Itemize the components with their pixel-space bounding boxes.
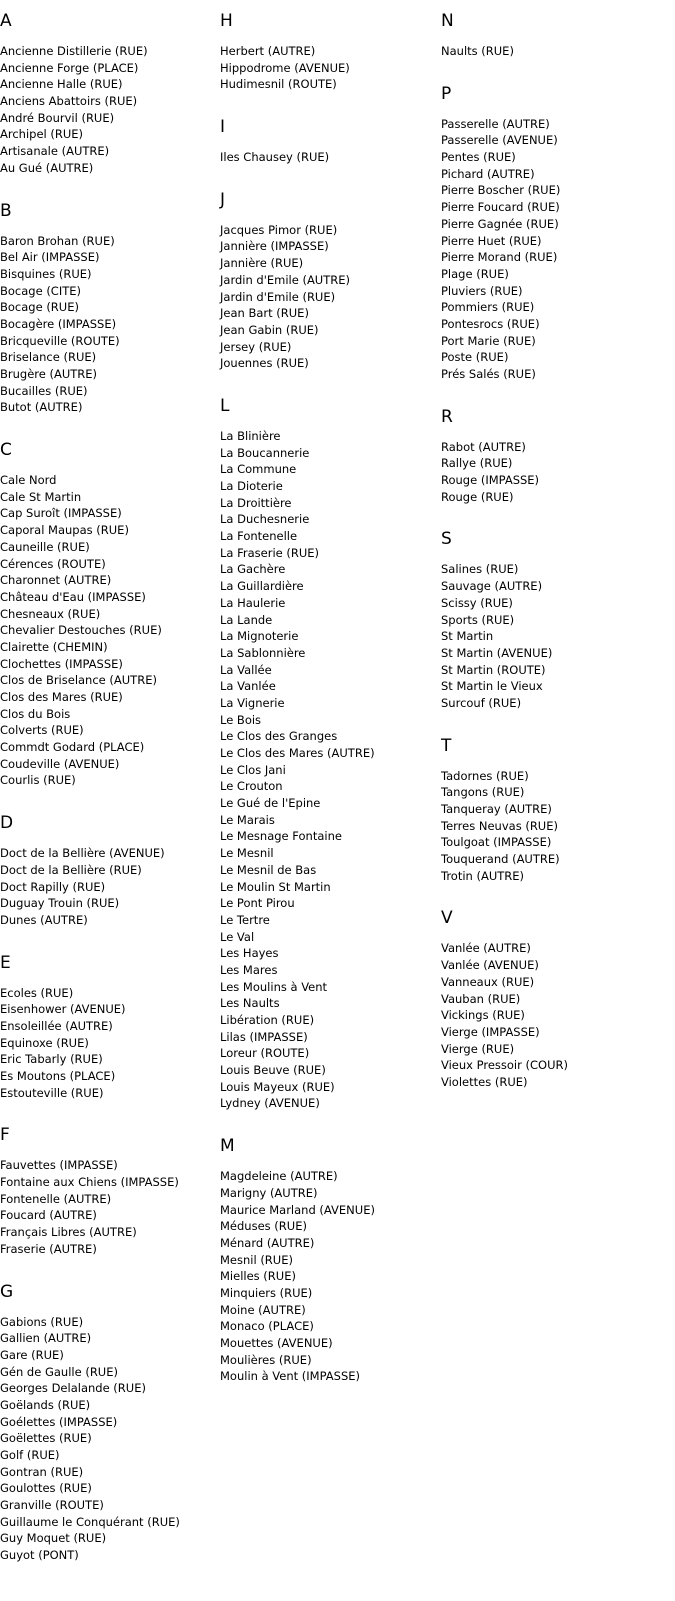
street-link[interactable]: Bricqueville (ROUTE) (0, 333, 120, 348)
street-link[interactable]: Passerelle (AVENUE) (441, 133, 558, 148)
street-link[interactable]: La Dioterie (220, 479, 283, 493)
street-link[interactable]: Rouge (IMPASSE) (441, 473, 540, 488)
street-link[interactable]: Jersey (RUE) (220, 339, 292, 354)
street-link[interactable]: Violettes (RUE) (441, 1074, 528, 1089)
street-link[interactable]: Moulin à Vent (IMPASSE) (220, 1369, 361, 1384)
street-link[interactable]: Bucailles (RUE) (0, 383, 88, 398)
street-link[interactable]: Clairette (CHEMIN) (0, 639, 108, 654)
street-link[interactable]: Lydney (AVENUE) (220, 1096, 320, 1111)
street-link[interactable]: Es Moutons (PLACE) (0, 1069, 116, 1083)
street-link[interactable]: Guyot (PONT) (0, 1548, 79, 1563)
street-link[interactable]: Fraserie (AUTRE) (0, 1241, 97, 1256)
street-link[interactable]: La Vallée (220, 662, 272, 677)
street-link[interactable]: St Martin (441, 629, 494, 644)
street-link[interactable]: Pierre Boscher (RUE) (441, 183, 561, 198)
street-link[interactable]: Goélettes (IMPASSE) (0, 1414, 118, 1429)
letter-section-r (441, 406, 675, 506)
street-link[interactable]: Le Clos des Granges (220, 729, 338, 744)
street-link[interactable]: Le Clos Jani (220, 762, 286, 777)
letter-section-i (220, 116, 440, 166)
street-link[interactable]: Goëlands (RUE) (0, 1397, 91, 1412)
street-column-3 (441, 10, 675, 1114)
letter-section-g (0, 1281, 220, 1564)
letter-section-h (220, 10, 440, 93)
street-link[interactable]: Le Marais (220, 812, 275, 827)
street-link[interactable]: Archipel (RUE) (0, 127, 84, 142)
street-link[interactable]: Le Bois (220, 712, 262, 727)
street-link[interactable]: Eric Tabarly (RUE) (0, 1052, 103, 1067)
street-link[interactable]: Foucard (AUTRE) (0, 1208, 97, 1223)
street-link[interactable]: Le Gué de l'Epine (220, 796, 321, 811)
street-link[interactable]: Ménard (AUTRE) (220, 1235, 315, 1250)
street-link[interactable]: Equinoxe (RUE) (0, 1035, 89, 1050)
street-link[interactable]: Goëlettes (RUE) (0, 1431, 92, 1446)
street-link[interactable]: Moulières (RUE) (220, 1352, 312, 1367)
street-link[interactable]: Les Mares (220, 962, 278, 977)
street-link[interactable]: St Martin le Vieux (441, 679, 543, 694)
street-link[interactable]: Gén de Gaulle (RUE) (0, 1364, 118, 1379)
street-link[interactable]: La Vignerie (220, 695, 285, 710)
street-link[interactable]: Guillaume le Conquérant (RUE) (0, 1514, 180, 1529)
street-link[interactable]: Louis Beuve (RUE) (220, 1063, 326, 1078)
street-link[interactable]: Vanneaux (RUE) (441, 974, 535, 989)
street-link[interactable]: Herbert (AUTRE) (220, 44, 316, 58)
street-link[interactable]: La Duchesnerie (220, 512, 310, 527)
street-link[interactable]: Butot (AUTRE) (0, 400, 83, 415)
street-link[interactable]: Louis Mayeux (RUE) (220, 1079, 335, 1094)
street-link[interactable]: Rouge (RUE) (441, 489, 514, 504)
street-link[interactable]: La Fraserie (RUE) (220, 545, 320, 560)
street-link[interactable]: Courlis (RUE) (0, 773, 76, 788)
street-link[interactable]: Le Clos des Mares (AUTRE) (220, 746, 375, 760)
street-link[interactable]: Naults (RUE) (441, 44, 514, 58)
street-link[interactable]: Moine (AUTRE) (220, 1302, 306, 1317)
street-link[interactable]: Jouennes (RUE) (220, 356, 309, 371)
street-link[interactable]: Minquiers (RUE) (220, 1285, 313, 1300)
street-link[interactable]: La Gachère (220, 562, 286, 577)
street-link[interactable]: Le Val (220, 929, 255, 944)
street-link[interactable]: Vickings (RUE) (441, 1008, 525, 1023)
street-link[interactable]: Les Naults (220, 996, 280, 1011)
street-link[interactable]: Toulgoat (IMPASSE) (441, 835, 552, 850)
street-link[interactable]: Mielles (RUE) (220, 1269, 296, 1284)
street-link[interactable]: Anciens Abattoirs (RUE) (0, 94, 138, 109)
letter-heading: G (0, 1281, 14, 1302)
street-link[interactable]: La Guillardière (220, 579, 304, 594)
street-link[interactable]: Guy Moquet (RUE) (0, 1531, 107, 1546)
street-link[interactable]: La Droittière (220, 495, 292, 510)
street-link[interactable]: Port Marie (RUE) (441, 333, 536, 348)
street-link[interactable]: Artisanale (AUTRE) (0, 144, 110, 159)
street-link[interactable]: La Lande (220, 612, 273, 627)
street-link[interactable]: Château d'Eau (IMPASSE) (0, 589, 146, 604)
street-link[interactable]: Pierre Morand (RUE) (441, 250, 558, 265)
street-link[interactable]: Clos de Briselance (AUTRE) (0, 673, 157, 688)
letter-heading: E (0, 952, 11, 973)
street-link[interactable]: Surcouf (RUE) (441, 695, 522, 710)
letter-section-c (0, 439, 220, 789)
street-link[interactable]: Pierre Foucard (RUE) (441, 200, 560, 215)
street-link[interactable]: Marigny (AUTRE) (220, 1185, 318, 1200)
street-link[interactable]: Fontenelle (AUTRE) (0, 1191, 112, 1206)
street-link[interactable]: Méduses (RUE) (220, 1219, 307, 1234)
street-link[interactable]: Cérences (ROUTE) (0, 556, 106, 571)
street-link[interactable]: Le Moulin St Martin (220, 879, 331, 894)
street-link[interactable]: Clos des Mares (RUE) (0, 690, 123, 704)
street-link[interactable]: Ancienne Distillerie (RUE) (0, 44, 148, 58)
letter-heading: H (220, 11, 233, 31)
street-link[interactable]: Bel Air (IMPASSE) (0, 250, 100, 265)
street-link[interactable]: Vierge (RUE) (441, 1041, 515, 1056)
street-link[interactable]: Bocagère (IMPASSE) (0, 316, 117, 331)
street-link[interactable]: Coudeville (AVENUE) (0, 756, 120, 771)
street-link[interactable]: Doct de la Bellière (AVENUE) (0, 846, 165, 861)
street-link[interactable]: Baron Brohan (RUE) (0, 233, 115, 248)
street-link[interactable]: Monaco (PLACE) (220, 1319, 314, 1334)
street-link[interactable]: Bocage (RUE) (0, 300, 79, 315)
street-link[interactable]: Scissy (RUE) (441, 595, 513, 610)
street-link[interactable]: La Mignoterie (220, 629, 299, 644)
street-link[interactable]: Sauvage (AUTRE) (441, 579, 543, 594)
letter-section-f (0, 1124, 220, 1257)
street-link[interactable]: Pierre Huet (RUE) (441, 233, 542, 248)
street-link[interactable]: Français Libres (AUTRE) (0, 1225, 137, 1240)
street-link[interactable]: La Fontenelle (220, 529, 298, 544)
street-link[interactable]: Trotin (AUTRE) (441, 868, 525, 883)
street-link[interactable]: Doct de la Bellière (RUE) (0, 862, 142, 877)
street-link[interactable]: Touquerand (AUTRE) (441, 852, 560, 867)
street-link[interactable]: Tangons (RUE) (441, 785, 525, 800)
letter-heading: D (0, 813, 14, 834)
street-link[interactable]: Fontaine aux Chiens (IMPASSE) (0, 1175, 179, 1190)
letter-heading: B (0, 200, 12, 221)
street-link[interactable]: Gabions (RUE) (0, 1314, 84, 1329)
letter-heading: I (220, 117, 226, 138)
street-link[interactable]: Pluviers (RUE) (441, 283, 523, 298)
letter-section-l (220, 395, 440, 1112)
letter-heading: S (441, 529, 452, 550)
letter-section-s (441, 528, 675, 711)
street-link[interactable]: Iles Chausey (RUE) (220, 150, 330, 165)
letter-section-v (441, 907, 675, 1090)
street-link[interactable]: Doct Rapilly (RUE) (0, 879, 106, 894)
street-link[interactable]: Les Moulins à Vent (220, 979, 328, 994)
street-link[interactable]: Jardin d'Emile (AUTRE) (220, 272, 350, 287)
street-link[interactable]: André Bourvil (RUE) (0, 110, 115, 125)
street-link[interactable]: Hippodrome (AVENUE) (220, 60, 350, 75)
street-link[interactable]: La Commune (220, 462, 297, 477)
street-link[interactable]: Ancienne Forge (PLACE) (0, 60, 139, 75)
street-link[interactable]: Eisenhower (AVENUE) (0, 1002, 126, 1017)
street-link[interactable]: Jean Bart (RUE) (220, 306, 309, 321)
street-link[interactable]: Libération (RUE) (220, 1013, 315, 1027)
street-link[interactable]: Gare (RUE) (0, 1347, 64, 1362)
letter-section-e (0, 952, 220, 1102)
letter-heading: C (0, 440, 12, 461)
street-link[interactable]: Rabot (AUTRE) (441, 439, 526, 454)
street-link[interactable]: Jacques Pimor (RUE) (220, 222, 338, 237)
street-link[interactable]: Salines (RUE) (441, 562, 519, 577)
street-link[interactable]: Pentes (RUE) (441, 150, 516, 165)
street-link[interactable]: La Boucannerie (220, 445, 310, 460)
street-link[interactable]: Granville (ROUTE) (0, 1498, 104, 1513)
street-link[interactable]: Bisquines (RUE) (0, 266, 92, 281)
letter-heading: V (441, 908, 453, 929)
letter-heading: M (220, 1136, 235, 1157)
street-link[interactable]: Tanqueray (AUTRE) (441, 802, 552, 816)
street-link[interactable]: Pommiers (RUE) (441, 300, 535, 315)
street-link[interactable]: Colverts (RUE) (0, 723, 84, 738)
street-link[interactable]: Vanlée (AUTRE) (441, 941, 531, 956)
street-link[interactable]: Lilas (IMPASSE) (220, 1029, 308, 1044)
street-link[interactable]: Poste (RUE) (441, 350, 509, 365)
letter-section-b (0, 200, 220, 417)
street-link[interactable]: Fauvettes (IMPASSE) (0, 1158, 118, 1173)
street-link[interactable]: Goulottes (RUE) (0, 1481, 92, 1496)
street-link[interactable]: Vieux Pressoir (COUR) (441, 1058, 568, 1073)
street-link[interactable]: Passerelle (AUTRE) (441, 116, 550, 131)
street-link[interactable]: Georges Delalande (RUE) (0, 1381, 146, 1396)
street-link[interactable]: Ecoles (RUE) (0, 985, 74, 1000)
letter-section-a (0, 10, 220, 177)
letter-section-j (220, 189, 440, 372)
street-column-1 (0, 10, 220, 1587)
street-link[interactable]: Le Crouton (220, 779, 283, 794)
street-link[interactable]: Estouteville (RUE) (0, 1085, 104, 1100)
street-link[interactable]: Golf (RUE) (0, 1448, 60, 1462)
street-link[interactable]: Brugère (AUTRE) (0, 367, 98, 381)
street-link[interactable]: Rallye (RUE) (441, 456, 513, 471)
street-link[interactable]: Le Pont Pirou (220, 896, 295, 911)
street-link[interactable]: Dunes (AUTRE) (0, 912, 88, 927)
street-link[interactable]: Pontesrocs (RUE) (441, 316, 540, 331)
street-link[interactable]: Vauban (RUE) (441, 991, 521, 1006)
street-link[interactable]: Terres Neuvas (RUE) (441, 818, 558, 833)
street-link[interactable]: Jardin d'Emile (RUE) (220, 289, 336, 304)
street-link[interactable]: Le Tertre (220, 912, 270, 927)
street-link[interactable]: Clos du Bois (0, 706, 71, 721)
street-link[interactable]: Pichard (AUTRE) (441, 166, 535, 181)
letter-heading: R (441, 406, 453, 427)
street-link[interactable]: Pierre Gagnée (RUE) (441, 216, 559, 231)
street-link[interactable]: Plage (RUE) (441, 266, 509, 281)
street-link[interactable]: La Vanlée (220, 679, 276, 694)
street-link[interactable]: Jannière (RUE) (220, 256, 304, 271)
letter-heading: P (441, 83, 452, 104)
street-link[interactable]: Le Mesnil (220, 846, 274, 861)
street-link[interactable]: Le Mesnil de Bas (220, 862, 317, 877)
street-link[interactable]: Jean Gabin (RUE) (220, 322, 319, 337)
street-link[interactable]: Au Gué (AUTRE) (0, 160, 94, 175)
street-link[interactable]: Cauneille (RUE) (0, 539, 90, 554)
street-link[interactable]: La Haulerie (220, 595, 286, 610)
street-link[interactable]: Caporal Maupas (RUE) (0, 523, 129, 538)
letter-section-d (0, 812, 220, 928)
letter-heading: A (0, 11, 12, 31)
street-link[interactable]: Duguay Trouin (RUE) (0, 896, 120, 911)
street-column-2 (220, 10, 440, 1408)
letter-section-n (441, 10, 675, 60)
street-link[interactable]: Gontran (RUE) (0, 1464, 84, 1479)
street-link[interactable]: Tadornes (RUE) (441, 768, 529, 783)
letter-heading: N (441, 11, 454, 31)
street-link[interactable]: Commdt Godard (PLACE) (0, 740, 145, 755)
street-link[interactable]: Vanlée (AVENUE) (441, 958, 539, 973)
street-link[interactable]: Mouettes (AVENUE) (220, 1336, 333, 1350)
street-link[interactable]: Ancienne Halle (RUE) (0, 77, 123, 92)
street-link[interactable]: Clochettes (IMPASSE) (0, 656, 123, 671)
street-link[interactable]: Jannière (IMPASSE) (220, 239, 329, 254)
street-link[interactable]: Maurice Marland (AVENUE) (220, 1202, 375, 1217)
street-link[interactable]: Cap Suroît (IMPASSE) (0, 506, 122, 521)
letter-heading: T (441, 735, 452, 756)
street-link[interactable]: Charonnet (AUTRE) (0, 573, 112, 588)
street-link[interactable]: La Sablonnière (220, 645, 306, 660)
street-link[interactable]: St Martin (ROUTE) (441, 662, 546, 677)
letter-section-t (441, 735, 675, 885)
letter-section-m (220, 1135, 440, 1385)
street-link[interactable]: Chevalier Destouches (RUE) (0, 623, 162, 638)
letter-heading: L (220, 395, 230, 416)
street-link[interactable]: Loreur (ROUTE) (220, 1046, 310, 1061)
street-link[interactable]: Chesneaux (RUE) (0, 606, 101, 621)
street-link[interactable]: Gallien (AUTRE) (0, 1331, 92, 1346)
letter-heading: F (0, 1125, 10, 1146)
street-link[interactable]: Sports (RUE) (441, 612, 515, 627)
street-link[interactable]: Prés Salés (RUE) (441, 367, 536, 381)
street-link[interactable]: Les Hayes (220, 946, 279, 961)
street-link[interactable]: Vierge (IMPASSE) (441, 1024, 540, 1039)
street-link[interactable]: Le Mesnage Fontaine (220, 829, 342, 844)
street-link[interactable]: Cale Nord (0, 473, 57, 488)
letter-heading: J (220, 189, 226, 210)
street-link[interactable]: Bocage (CITE) (0, 283, 82, 298)
street-link[interactable]: La Blinière (220, 428, 281, 443)
street-link[interactable]: Mesnil (RUE) (220, 1252, 293, 1267)
street-link[interactable]: Cale St Martin (0, 489, 82, 504)
street-link[interactable]: Hudimesnil (ROUTE) (220, 77, 337, 92)
street-link[interactable]: St Martin (AVENUE) (441, 645, 553, 660)
letter-section-p (441, 83, 675, 383)
street-link[interactable]: Briselance (RUE) (0, 350, 97, 365)
street-link[interactable]: Ensoleillée (AUTRE) (0, 1018, 113, 1033)
street-link[interactable]: Magdeleine (AUTRE) (220, 1169, 338, 1184)
